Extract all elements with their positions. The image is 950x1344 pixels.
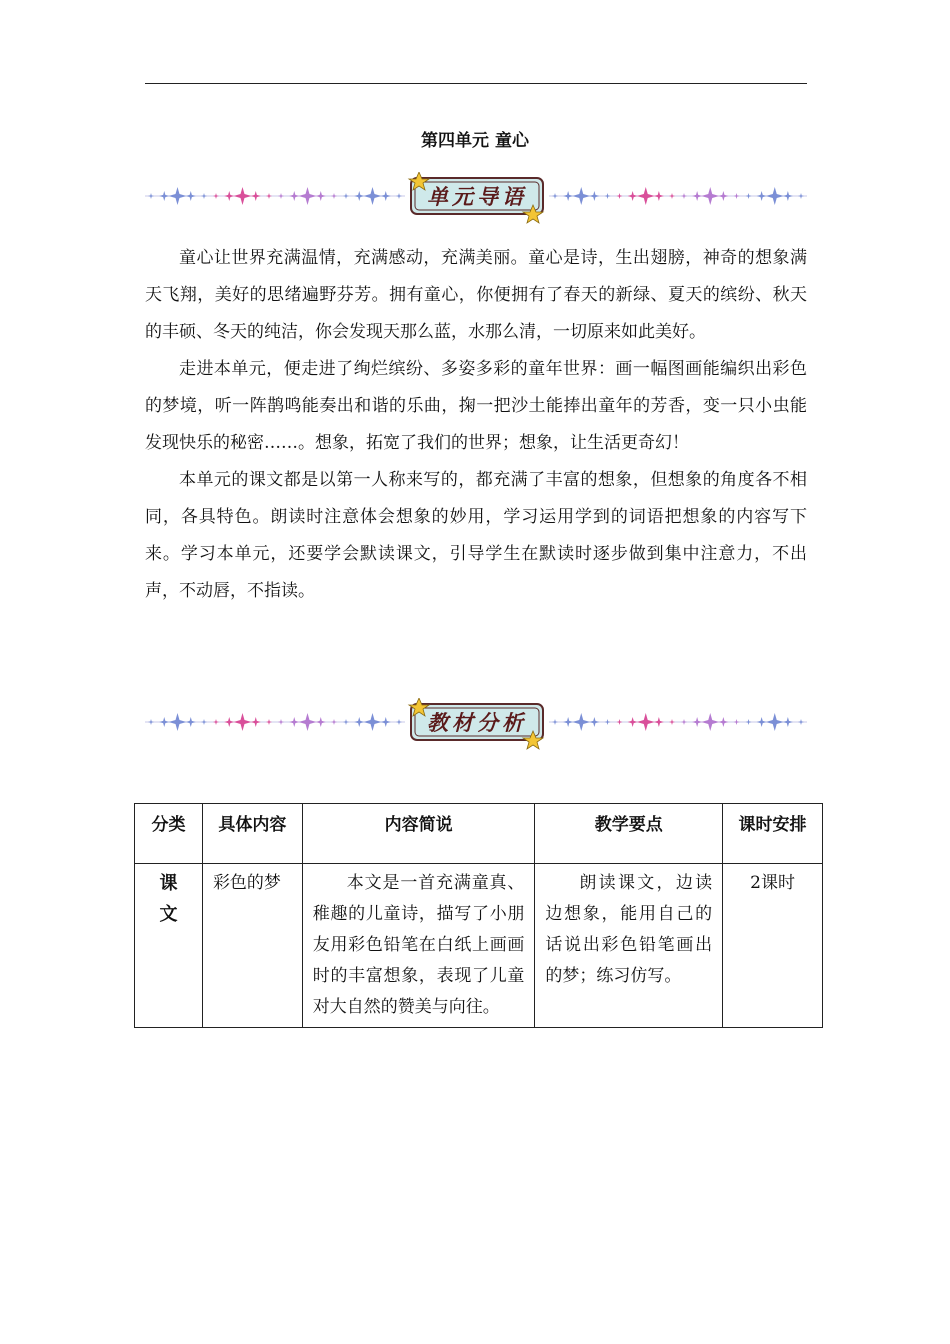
- content-cell: 彩色的梦: [202, 864, 302, 1028]
- sparkle-icon: [234, 187, 252, 205]
- sparkle-icon: [278, 193, 284, 199]
- sparkle-icon: [343, 193, 349, 199]
- sparkle-icon: [552, 193, 558, 199]
- sparkle-icon: [266, 193, 272, 199]
- sparkle-icon: [299, 713, 317, 731]
- sparkle-icon: [234, 713, 252, 731]
- sparkle-icon: [148, 719, 154, 725]
- sparkle-icon: [299, 187, 317, 205]
- sparkle-icon: [572, 187, 590, 205]
- sparkle-icon: [552, 719, 558, 725]
- sparkle-icon: [289, 717, 299, 727]
- sparkle-icon: [148, 193, 154, 199]
- intro-paragraph: 童心让世界充满温情，充满感动，充满美丽。童心是诗，生出翅膀，神奇的想象满天飞翔，美好的思绪遍野芬芳。拥有童心，你便拥有了春天的新绿、夏天的缤纷、秋天的丰硕、冬天的纯洁，你会发现天那么蓝，水那么清，一切原来如此美好。: [145, 248, 807, 342]
- sparkle-icon: [563, 191, 573, 201]
- sparkle-icon: [563, 717, 573, 727]
- analysis-banner-label: 教材分析: [427, 711, 527, 735]
- header-rule: [145, 83, 807, 84]
- intro-text: [145, 240, 807, 610]
- sparkle-icon: [757, 717, 767, 727]
- sparkle-icon: [572, 713, 590, 731]
- sparkle-icon: [159, 717, 169, 727]
- key-points-cell: 朗读课文，边读边想象，能用自己的话说出彩色铅笔画出的梦；练习仿写。: [535, 864, 723, 1028]
- sparkle-icon: [757, 191, 767, 201]
- sparkle-icon: [251, 717, 261, 727]
- sparkle-icon: [718, 717, 728, 727]
- sparkle-icon: [381, 191, 391, 201]
- sparkle-icon: [637, 187, 655, 205]
- sparkle-icon: [364, 713, 382, 731]
- sparkle-icon: [169, 713, 187, 731]
- sparkle-icon: [681, 719, 687, 725]
- sparkle-icon: [718, 191, 728, 201]
- sparkle-icon: [354, 191, 364, 201]
- sparkle-icon: [343, 719, 349, 725]
- sparkle-icon: [669, 193, 675, 199]
- sparkle-icon: [381, 717, 391, 727]
- sparkle-icon: [783, 191, 793, 201]
- sparkle-icon: [783, 717, 793, 727]
- sparkle-icon: [159, 191, 169, 201]
- sparkle-icon: [654, 191, 664, 201]
- sparkle-icon: [224, 717, 234, 727]
- sparkle-icon: [186, 717, 196, 727]
- sparkle-icon: [589, 717, 599, 727]
- sparkle-icon: [692, 191, 702, 201]
- sparkle-icon: [681, 193, 687, 199]
- column-header: 具体内容: [202, 804, 302, 864]
- sparkle-icon: [669, 719, 675, 725]
- sparkle-icon: [617, 719, 623, 725]
- sparkle-icon: [331, 193, 337, 199]
- sparkle-icon: [396, 193, 402, 199]
- sparkle-icon: [766, 713, 784, 731]
- column-header: 内容简说: [302, 804, 535, 864]
- intro-paragraph: 走进本单元，便走进了绚烂缤纷、多姿多彩的童年世界：画一幅图画能编织出彩色的梦境，听一阵鹊鸣能奏出和谐的乐曲，掬一把沙土能捧出童年的芳香，变一只小虫能发现快乐的秘密……。想象，拓宽了我们的世界；想象，让生活更奇幻！: [145, 359, 807, 453]
- unit-title: 第四单元 童心: [421, 131, 529, 151]
- analysis-banner: [143, 698, 809, 750]
- sparkle-icon: [617, 193, 623, 199]
- table-header-row: [135, 804, 823, 864]
- sparkle-icon: [364, 187, 382, 205]
- sparkle-icon: [396, 719, 402, 725]
- sparkle-icon: [589, 191, 599, 201]
- sparkle-icon: [316, 191, 326, 201]
- sparkle-icon: [734, 193, 740, 199]
- sparkle-icon: [746, 719, 752, 725]
- hours-cell: 2课时: [723, 864, 823, 1028]
- sparkle-icon: [251, 191, 261, 201]
- sparkle-icon: [278, 719, 284, 725]
- sparkle-icon: [605, 193, 611, 199]
- column-header: 分类: [135, 804, 203, 864]
- sparkle-icon: [605, 719, 611, 725]
- sparkle-icon: [289, 191, 299, 201]
- sparkle-icon: [628, 191, 638, 201]
- sparkle-icon: [766, 187, 784, 205]
- analysis-table: [134, 803, 823, 1028]
- sparkle-icon: [331, 719, 337, 725]
- table-row: [135, 864, 823, 1028]
- sparkle-icon: [654, 717, 664, 727]
- sparkle-icon: [798, 193, 804, 199]
- sparkle-icon: [201, 193, 207, 199]
- sparkle-icon: [798, 719, 804, 725]
- sparkle-icon: [637, 713, 655, 731]
- sparkle-icon: [316, 717, 326, 727]
- sparkle-icon: [213, 719, 219, 725]
- column-header: 教学要点: [535, 804, 723, 864]
- sparkle-icon: [734, 719, 740, 725]
- column-header: 课时安排: [723, 804, 823, 864]
- category-cell: 课文: [135, 864, 203, 1028]
- intro-banner-label: 单元导语: [427, 185, 527, 209]
- sparkle-icon: [213, 193, 219, 199]
- sparkle-icon: [224, 191, 234, 201]
- sparkle-icon: [692, 717, 702, 727]
- sparkle-icon: [169, 187, 187, 205]
- sparkle-icon: [354, 717, 364, 727]
- sparkle-icon: [266, 719, 272, 725]
- sparkle-icon: [186, 191, 196, 201]
- intro-banner: [143, 172, 809, 224]
- sparkle-icon: [701, 187, 719, 205]
- sparkle-icon: [746, 193, 752, 199]
- sparkle-icon: [628, 717, 638, 727]
- summary-cell: 本文是一首充满童真、稚趣的儿童诗，描写了小朋友用彩色铅笔在白纸上画画时的丰富想象，表现了儿童对大自然的赞美与向往。: [302, 864, 535, 1028]
- sparkle-icon: [201, 719, 207, 725]
- intro-paragraph: 本单元的课文都是以第一人称来写的，都充满了丰富的想象，但想象的角度各不相同，各具特色。朗读时注意体会想象的妙用，学习运用学到的词语把想象的内容写下来。学习本单元，还要学会默读课文，引导学生在默读时逐步做到集中注意力，不出声，不动唇，不指读。: [145, 470, 807, 601]
- sparkle-icon: [701, 713, 719, 731]
